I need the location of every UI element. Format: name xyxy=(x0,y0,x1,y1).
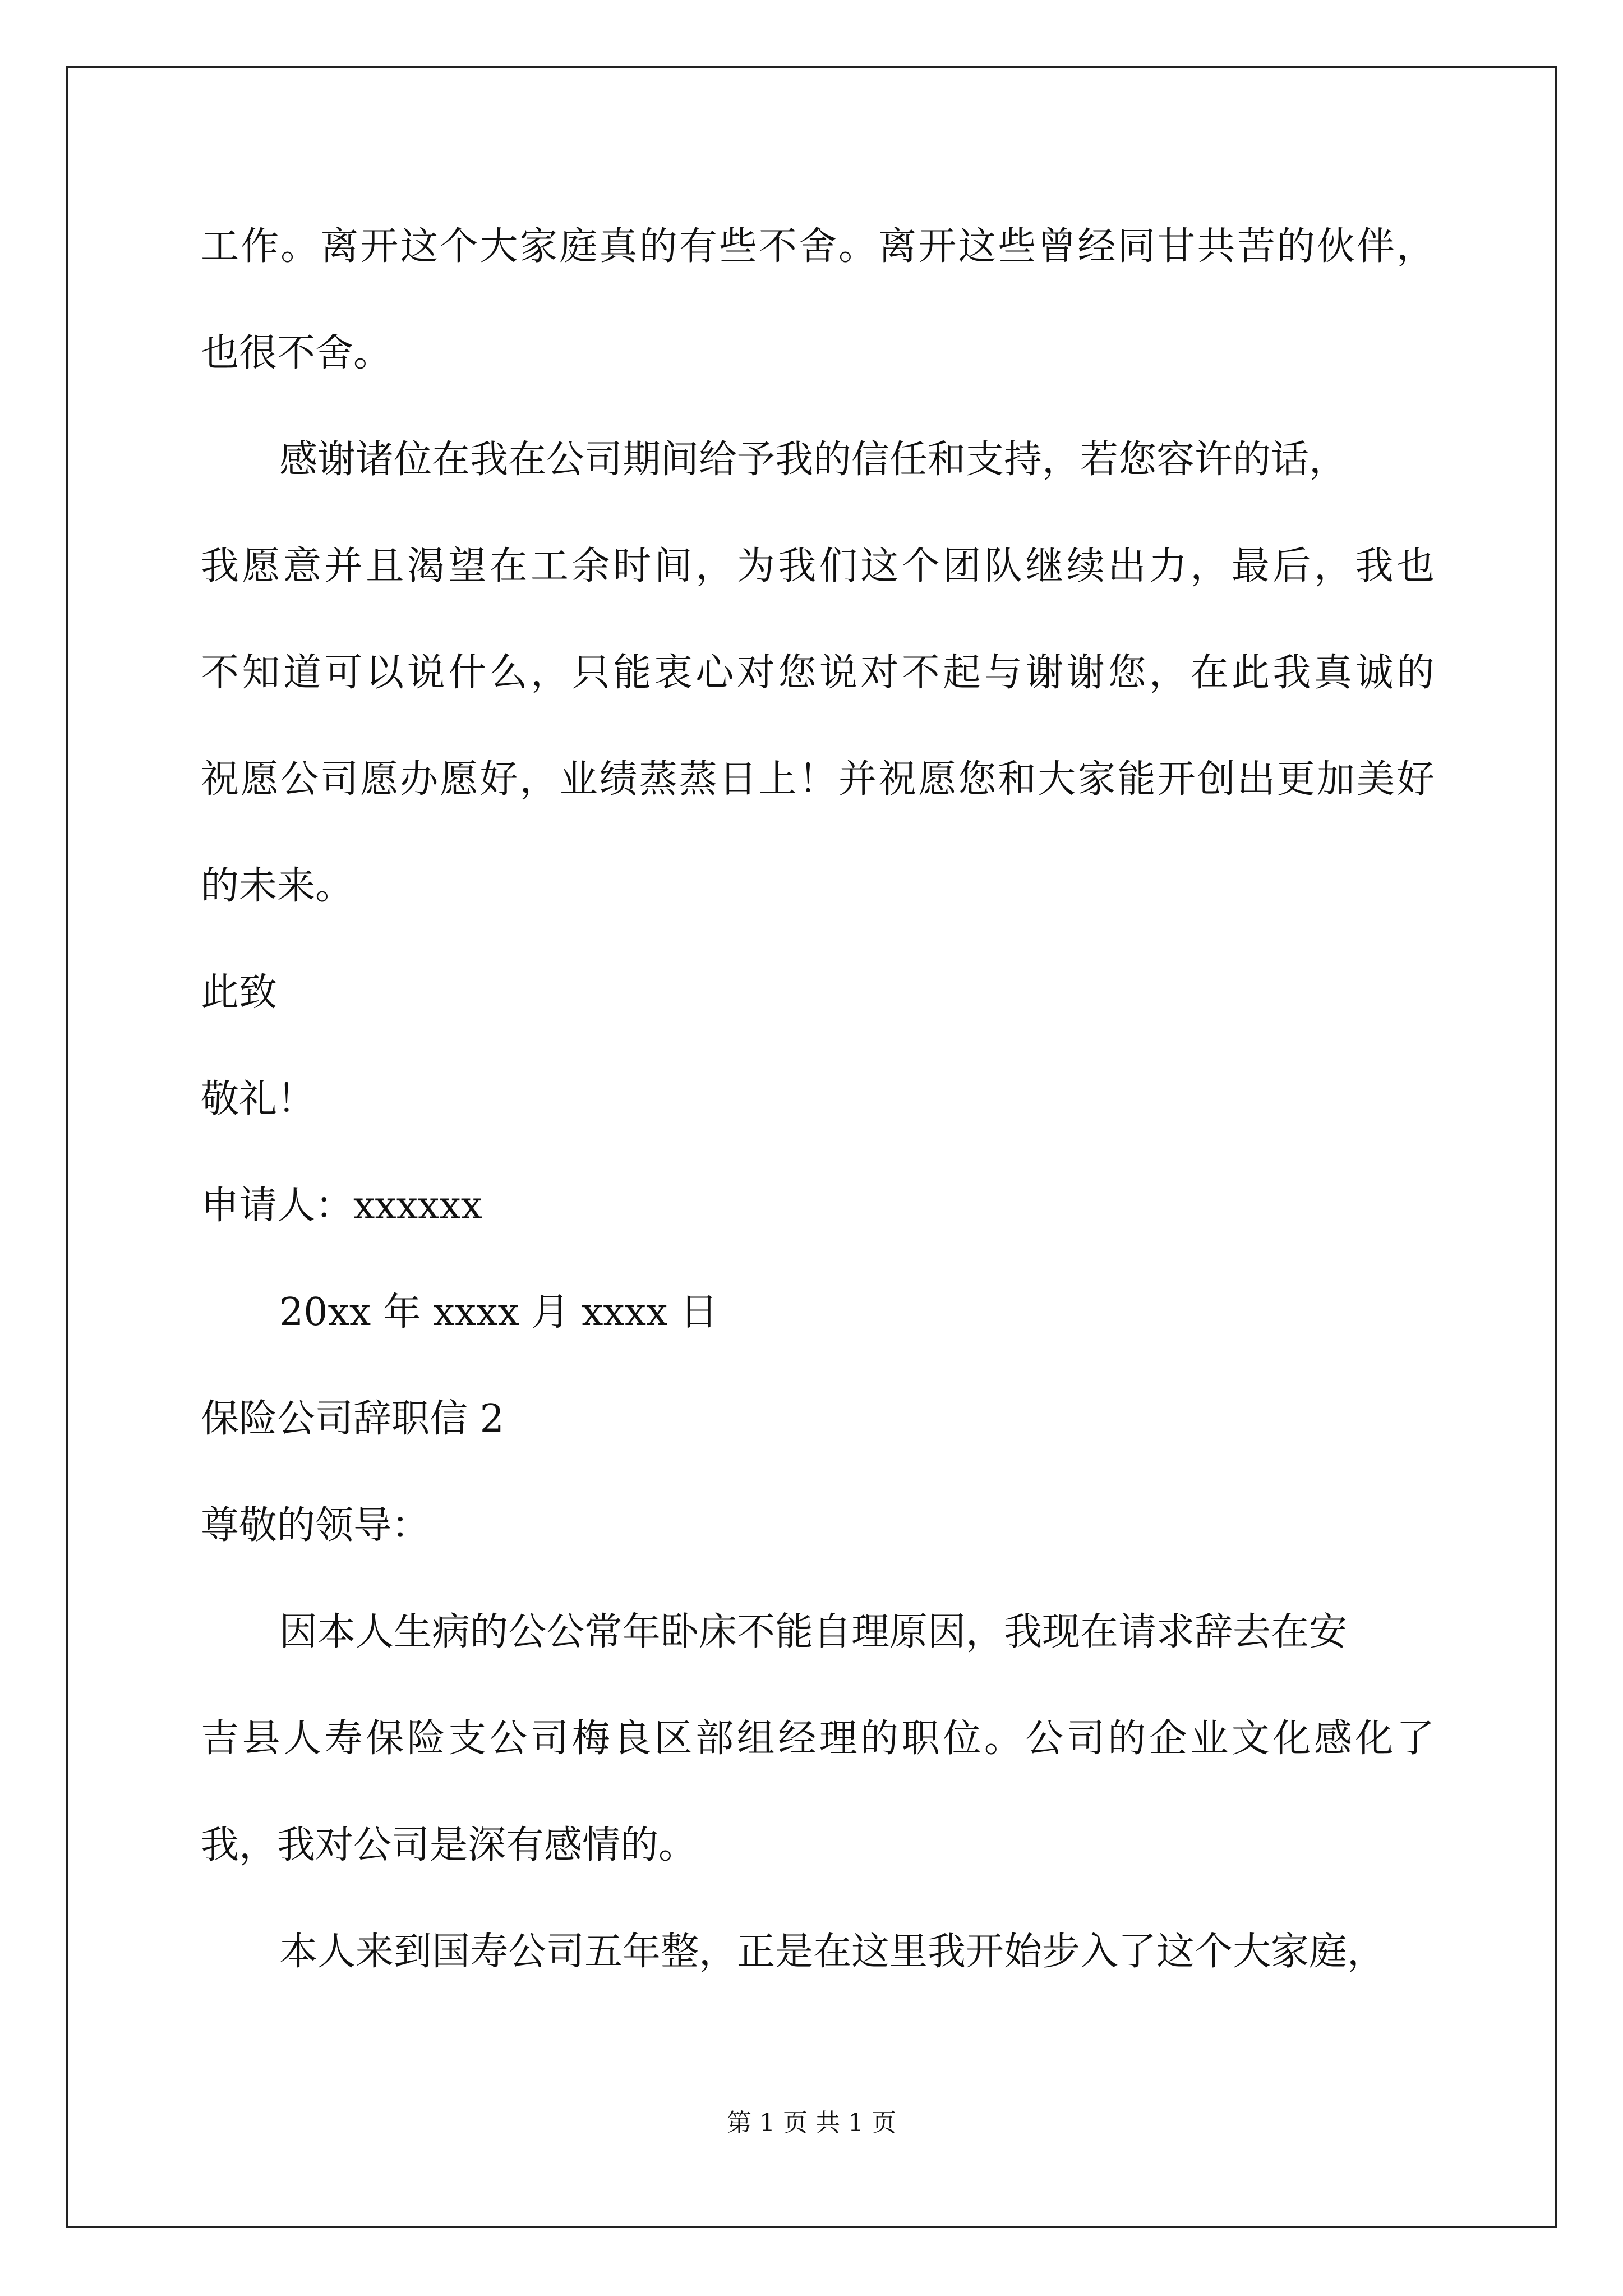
paragraph-line: 的未来。 xyxy=(201,864,354,908)
page-border xyxy=(66,66,1557,2228)
paragraph-line: 感谢诸位在我在公司期间给予我的信任和支持，若您容许的话， xyxy=(279,438,1348,482)
paragraph-line: 工作。离开这个大家庭真的有些不舍。离开这些曾经同甘共苦的伙伴， xyxy=(201,224,1435,269)
paragraph-line: 不知道可以说什么，只能衷心对您说对不起与谢谢您，在此我真诚的 xyxy=(201,651,1435,695)
date-line: 20xx 年 xxxx 月 xxxx 日 xyxy=(279,1290,718,1335)
paragraph-line: 本人来到国寿公司五年整，正是在这里我开始步入了这个大家庭， xyxy=(279,1930,1386,1974)
letter-title: 保险公司辞职信 2 xyxy=(201,1397,504,1441)
paragraph-line: 我，我对公司是深有感情的。 xyxy=(201,1823,697,1867)
closing-line: 此致 xyxy=(201,970,278,1015)
paragraph-line: 也很不舍。 xyxy=(201,331,392,375)
paragraph-line: 吉县人寿保险支公司梅良区部组经理的职位。公司的企业文化感化了 xyxy=(201,1717,1435,1761)
paragraph-line: 祝愿公司愿办愿好，业绩蒸蒸日上！并祝愿您和大家能开创出更加美好 xyxy=(201,757,1435,802)
paragraph-line: 因本人生病的公公常年卧床不能自理原因，我现在请求辞去在安 xyxy=(279,1610,1348,1654)
greeting-line: 尊敬的领导： xyxy=(201,1503,430,1548)
salutation-line: 敬礼！ xyxy=(201,1077,316,1121)
page-footer: 第 1 页 共 1 页 xyxy=(727,2109,896,2137)
paragraph-line: 我愿意并且渴望在工余时间，为我们这个团队继续出力，最后，我也 xyxy=(201,544,1435,588)
applicant-line: 申请人：xxxxxx xyxy=(201,1184,483,1228)
